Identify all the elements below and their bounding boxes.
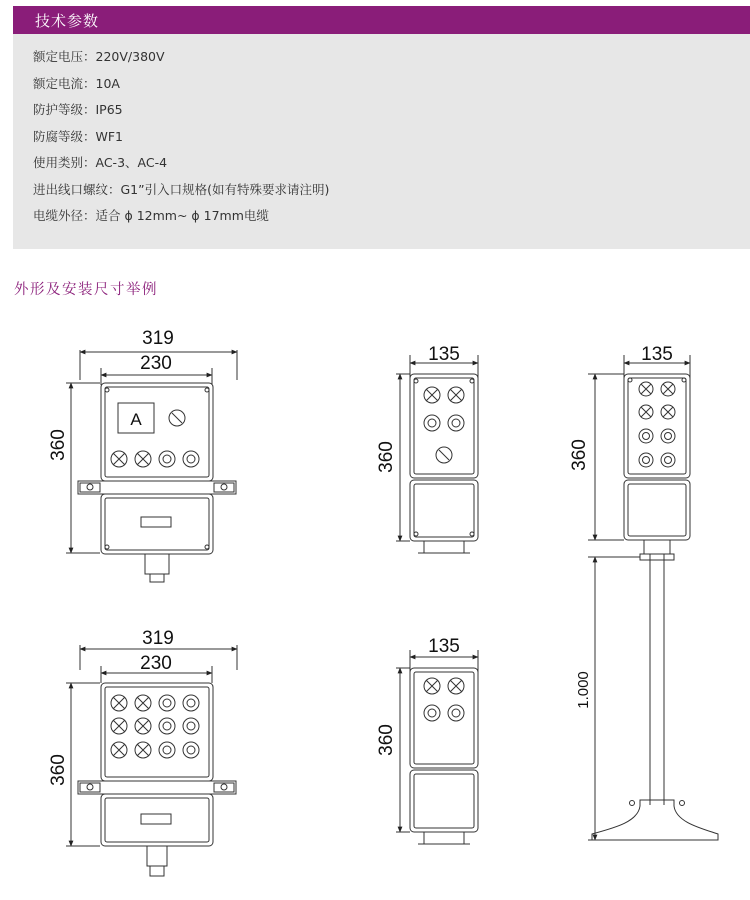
stand-pole-height: 1.000	[575, 671, 592, 709]
wide-top-width-outer: 319	[142, 328, 174, 349]
spec-rated-current: 额定电流：10A	[33, 75, 120, 91]
spec-protection-grade: 防护等级：IP65	[33, 102, 123, 117]
stand-height: 360	[569, 439, 590, 471]
wide-top-height: 360	[48, 429, 69, 461]
drawing-stand	[588, 355, 718, 840]
spec-usage-category: 使用类别：AC-3、AC-4	[33, 155, 168, 170]
narrow-top-width: 135	[428, 344, 460, 365]
wide-bottom-width-inner: 230	[140, 653, 172, 674]
stand-width: 135	[641, 344, 673, 365]
drawing-narrow-top	[396, 355, 478, 553]
narrow-bottom-width: 135	[428, 636, 460, 657]
narrow-top-height: 360	[376, 441, 397, 473]
spec-rated-voltage: 额定电压：220V/380V	[33, 49, 165, 64]
section-title: 外形及安装尺寸举例	[14, 282, 158, 298]
spec-anticorrosion-grade: 防腐等级：WF1	[33, 128, 124, 144]
wide-bottom-height: 360	[48, 754, 69, 786]
spec-cable-diameter: 电缆外径：适合 ɸ 12mm~ ɸ 17mm电缆	[33, 208, 269, 223]
drawing-wide-top	[66, 350, 237, 582]
meter-label: A	[130, 410, 142, 429]
wide-bottom-width-outer: 319	[142, 628, 174, 649]
spec-entry-thread: 进出线口螺纹：G1”引入口规格(如有特殊要求请注明)	[33, 181, 330, 197]
wide-top-width-inner: 230	[140, 353, 172, 374]
drawing-wide-bottom	[66, 645, 237, 876]
narrow-bottom-height: 360	[376, 724, 397, 756]
drawing-narrow-bottom	[396, 650, 478, 844]
header-title: 技术参数	[35, 12, 100, 30]
